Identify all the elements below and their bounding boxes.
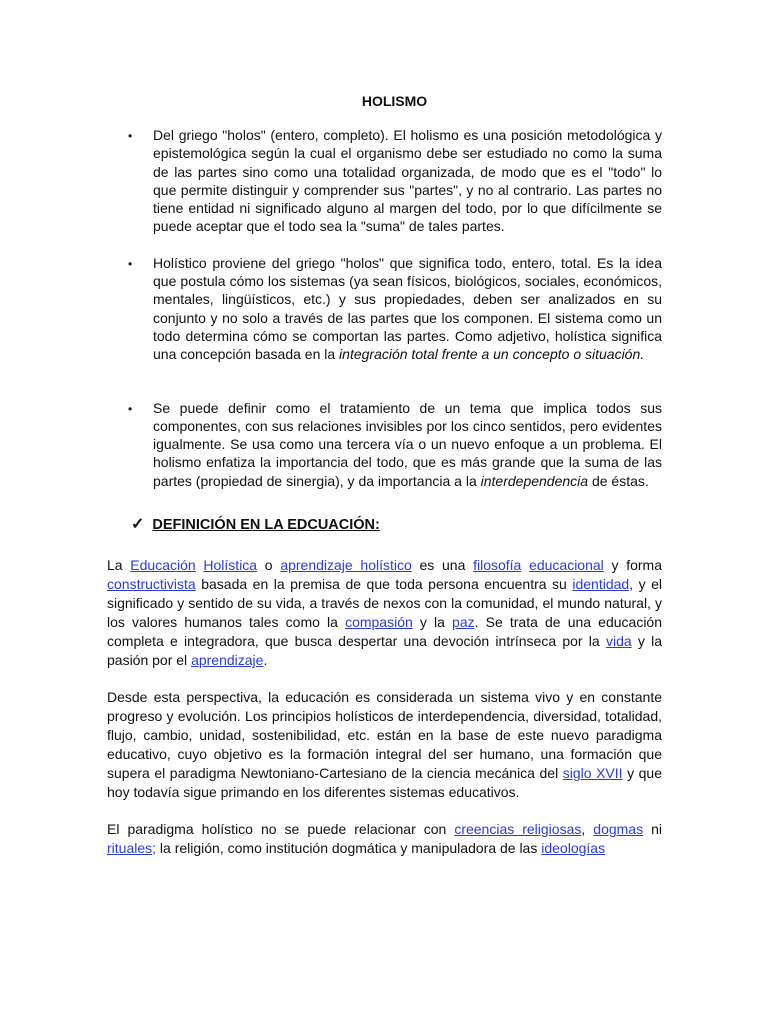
text-run: y la [412, 614, 453, 631]
text-run: basada en la premisa de que toda persona encuentra su [195, 576, 573, 593]
bullet-icon: • [128, 256, 133, 271]
section-heading [131, 516, 662, 534]
link-ideologias[interactable]: ideologías [541, 840, 606, 857]
text-run: o [257, 557, 281, 574]
bullet-list [107, 126, 662, 490]
bullet-italic-text: interdependencia [480, 472, 589, 489]
text-run: y que hoy todavía sigue primando en los diferentes sistemas educativos. [107, 765, 663, 801]
text-run: es una [411, 557, 474, 574]
link-siglo-xvii[interactable]: siglo XVII [562, 765, 623, 782]
checkmark-icon: ✓ [131, 516, 145, 534]
link-compasion[interactable]: compasión [345, 614, 413, 631]
bullet-text: Del griego "holos" (entero, completo). El holismo es una posición metodológica y epistemológica según la cual el organismo debe ser estudiado no como la suma de las partes sino como una totalidad organizada, de modo que es el "todo" lo que permite distinguir y comprender sus "partes", y no al contrario. Las partes no tiene entidad ni significado alguno al margen del todo, por lo que difícilmente se puede aceptar que el todo sea la "suma" de tales partes. [153, 127, 662, 235]
bullet-icon: • [128, 401, 133, 416]
paragraph-perspectiva [107, 688, 662, 802]
link-paz[interactable]: paz [452, 614, 475, 631]
bullet-icon: • [128, 129, 133, 143]
text-run: Desde esta perspectiva, la educación es considerada un sistema vivo y en constante progreso y evolución. Los principios holísticos de interdependencia, diversidad, totalidad, flujo, cambio, unidad, sostenibilidad, etc. están en la base de este nuevo paradigma educativo, cuyo objetivo es la formación integral del ser humano, una formación que supera el paradigma Newtoniano-Cartesiano de la ciencia mecánica del [107, 689, 662, 782]
link-filosofia[interactable]: filosofía [473, 557, 522, 574]
link-aprendizaje-holistico[interactable]: aprendizaje holístico [280, 557, 412, 574]
link-vida[interactable]: vida [605, 633, 632, 650]
link-aprendizaje[interactable]: aprendizaje [191, 652, 264, 669]
link-educacion[interactable]: Educación [130, 557, 196, 574]
bullet-item-holistico [128, 254, 662, 364]
text-run: la religión, como institución dogmática y manipuladora de las [156, 840, 542, 857]
text-run: , [581, 821, 594, 838]
link-educacional[interactable]: educacional [529, 557, 604, 574]
text-run: ; [152, 840, 157, 857]
paragraph-educacion-holistica [107, 556, 662, 670]
text-run [521, 557, 529, 573]
text-run: La [107, 557, 131, 574]
bullet-text: Holístico proviene del griego "holos" que significa todo, entero, total. Es la idea que postula cómo los sistemas (ya sean físicos, biológicos, sociales, económicos, mentales, lingüísticos, etc.) y sus propiedades, deben ser analizados en su conjunto y no solo a través de las partes que los componen. El sistema como un todo determina cómo se comportan las partes. Como adjetivo, holística significa una concepción basada en la [153, 254, 662, 363]
document-title: HOLISMO [361, 93, 428, 109]
text-run: El paradigma holístico no se puede relacionar con [107, 821, 455, 838]
text-run: y la pasión por el [107, 633, 662, 669]
link-creencias-religiosas[interactable]: creencias religiosas [454, 821, 582, 838]
bullet-item-holos-definition [128, 126, 662, 236]
bullet-text: Se puede definir como el tratamiento de un tema que implica todos sus componentes, con sus relaciones invisibles por los cinco sentidos, pero evidentes igualmente. Se usa como una tercera vía o un nuevo enfoque a un problema. El holismo enfatiza la importancia del todo, que es más grande que la suma de las partes (propiedad de sinergia), y da importancia a la [153, 399, 662, 489]
text-run: . [263, 652, 268, 669]
text-run: , y el significado y sentido de su vida, a través de nexos con la comunidad, el mundo natural, y los valores humanos tales como la [107, 576, 662, 631]
bullet-text-end: de éstas. [588, 472, 649, 489]
link-constructivista[interactable]: constructivista [107, 576, 196, 593]
link-rituales[interactable]: rituales [107, 840, 153, 857]
link-dogmas[interactable]: dogmas [593, 821, 644, 838]
link-holistica[interactable]: Holística [203, 557, 258, 574]
section-heading-text: DEFINICIÓN EN LA EDCUACIÓN: [152, 517, 380, 534]
text-run: y forma [603, 557, 662, 574]
bullet-italic-text: integración total frente a un concepto o situación. [339, 346, 645, 363]
paragraph-paradigma-holistico [107, 820, 662, 858]
text-run: ni [643, 821, 662, 838]
bullet-item-tratamiento [128, 399, 662, 490]
text-run: . Se trata de una educación completa e integradora, que busca despertar una devoción intrínseca por la [107, 614, 662, 650]
link-identidad[interactable]: identidad [572, 576, 630, 593]
